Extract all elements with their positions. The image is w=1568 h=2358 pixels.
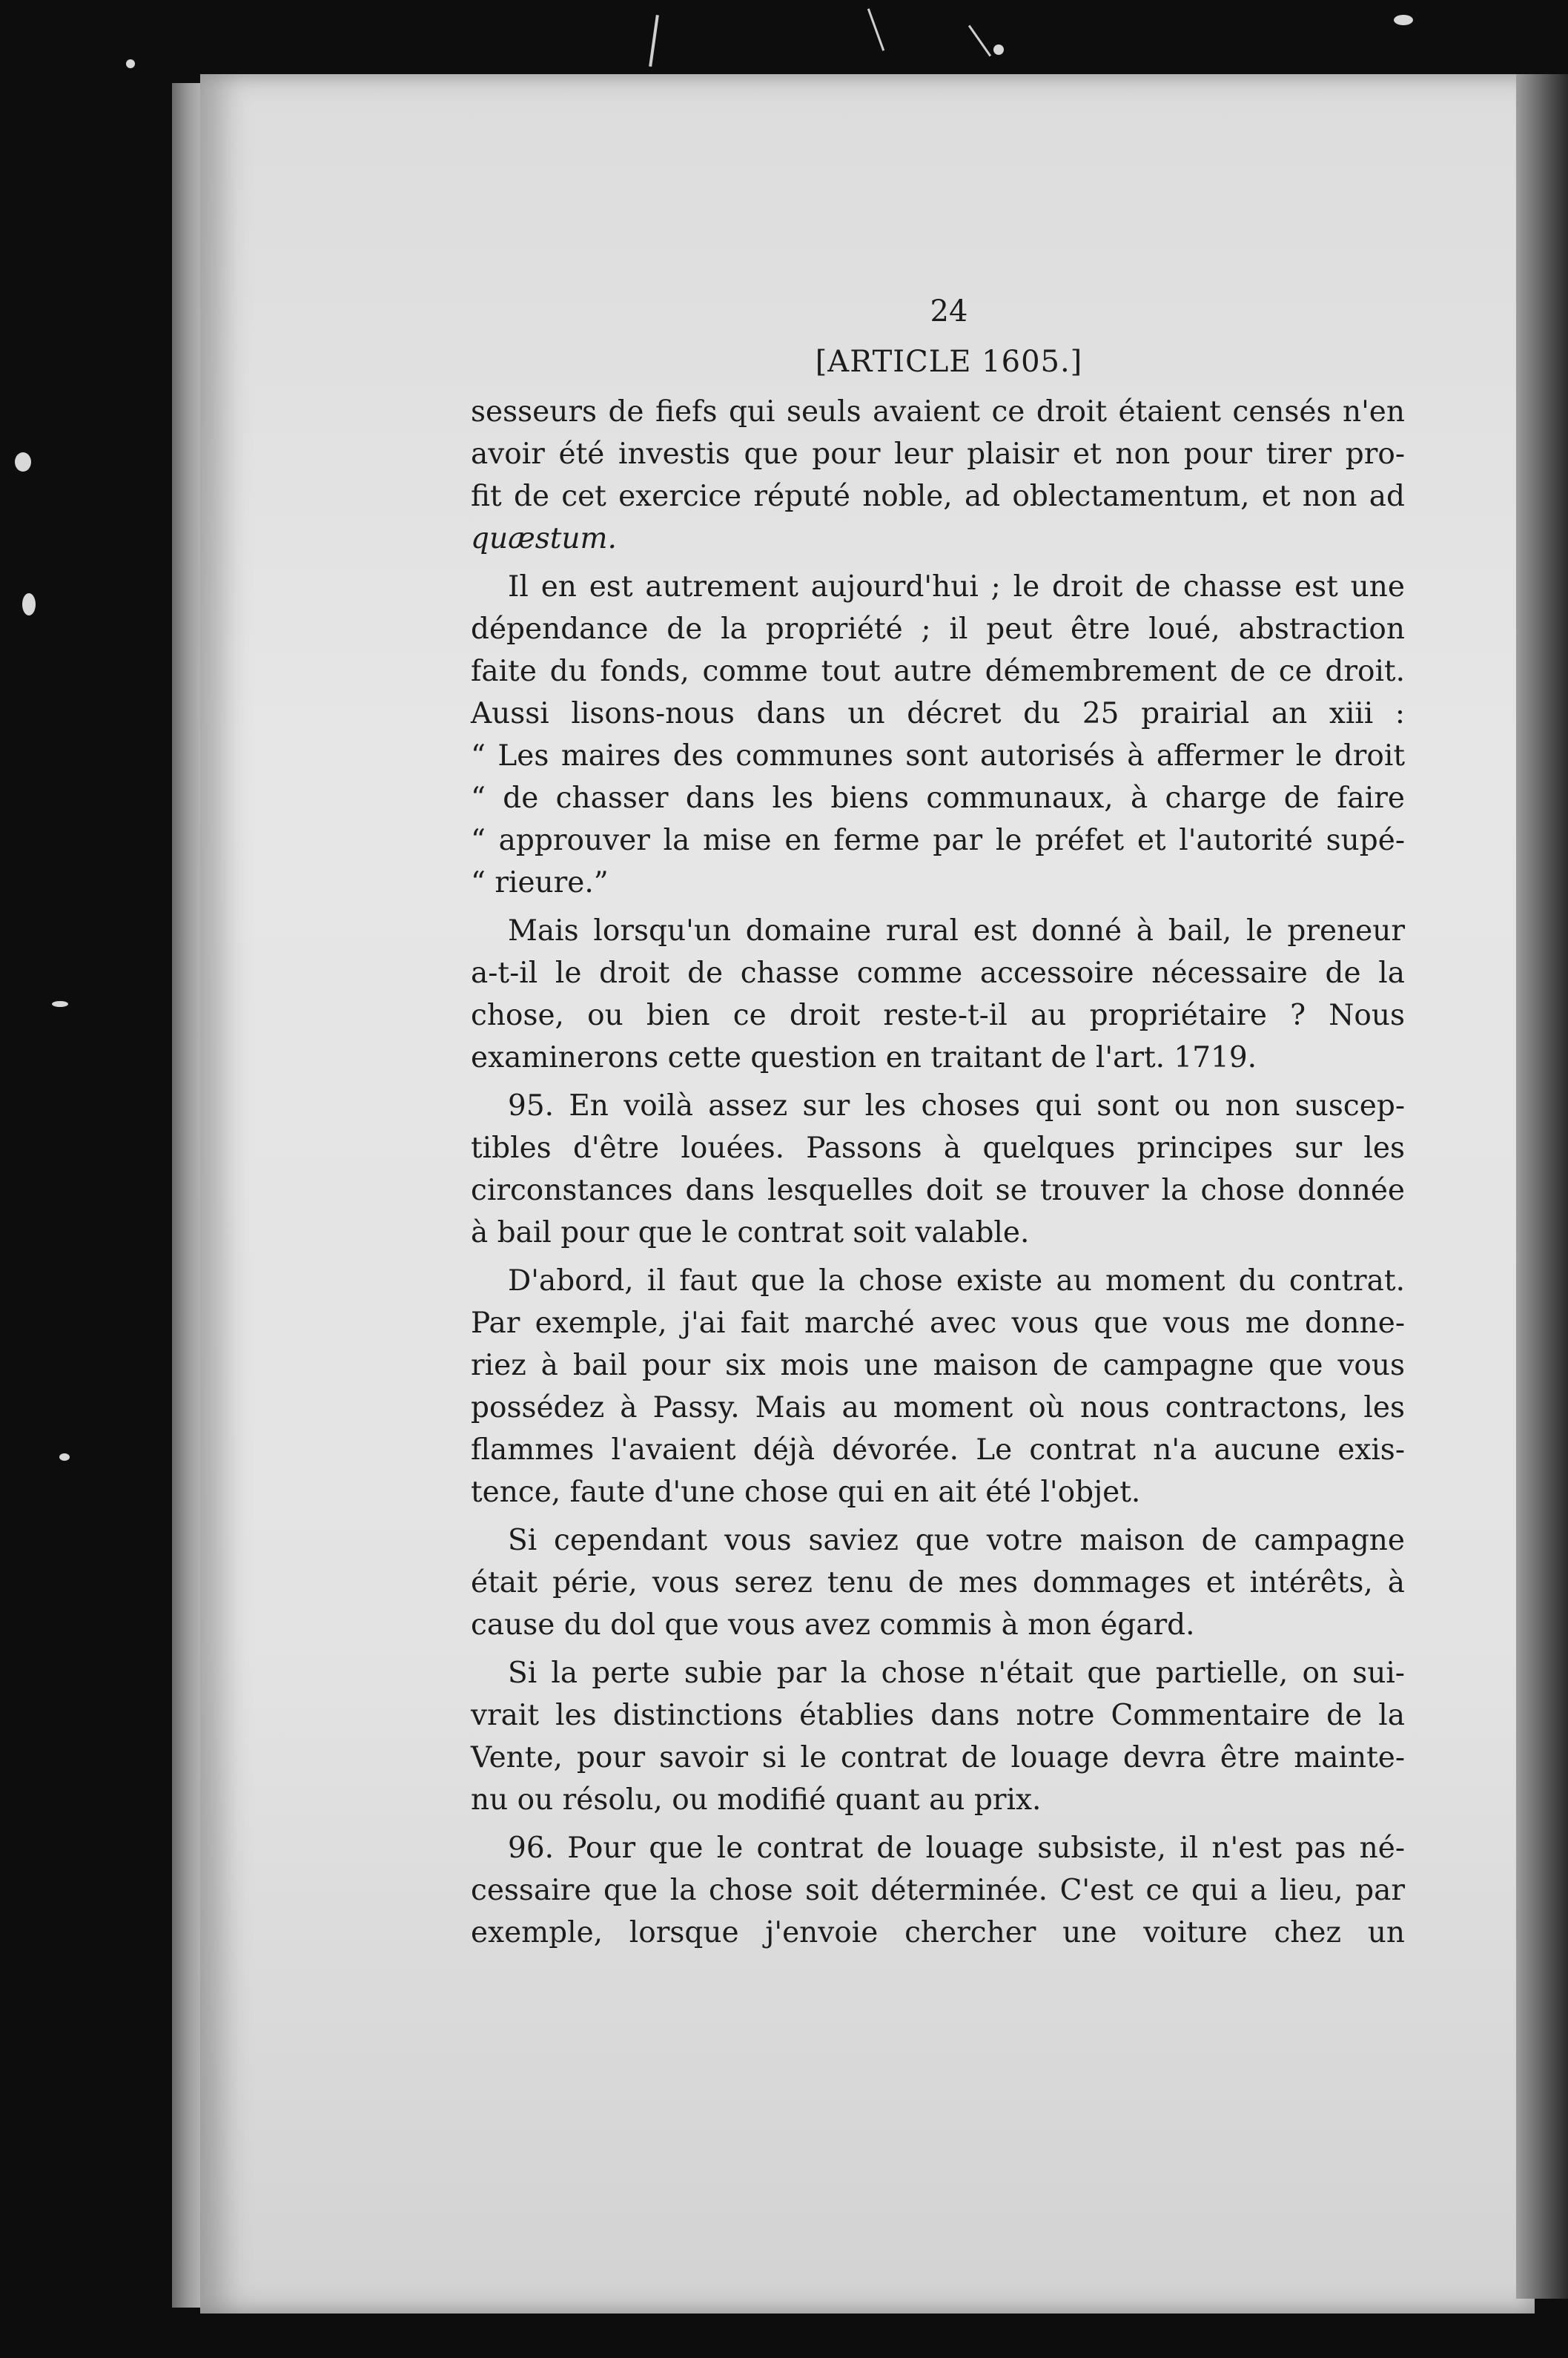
text-line: Si cependant vous saviez que votre maison de campagne <box>508 1524 1405 1557</box>
text-line: possédez à Passy. Mais au moment où nous contractons, les <box>471 1391 1405 1424</box>
paragraph <box>471 566 1405 904</box>
text-line: 96. Pour que le contrat de louage subsiste, il n'est pas né- <box>508 1832 1405 1865</box>
text-line: 95. En voilà assez sur les choses qui sont ou non suscep- <box>508 1089 1405 1123</box>
page-right-shadow <box>1516 74 1568 2299</box>
text-line: cause du dol que vous avez commis à mon égard. <box>471 1608 1195 1642</box>
text-line: était périe, vous serez tenu de mes dommages et intérêts, à <box>471 1566 1405 1599</box>
text-line: Il en est autrement aujourd'hui ; le droit de chasse est une <box>508 570 1405 604</box>
dust-speck <box>1394 15 1413 25</box>
text-line: Aussi lisons-nous dans un décret du 25 prairial an xiii : <box>471 697 1405 730</box>
paragraph <box>471 1827 1405 1954</box>
scratch-mark <box>968 25 991 57</box>
paragraph <box>471 1260 1405 1513</box>
text-line: flammes l'avaient déjà dévorée. Le contrat n'a aucune exis- <box>471 1433 1405 1467</box>
text-line: avoir été investis que pour leur plaisir et non pour tirer pro- <box>471 437 1405 471</box>
page-text <box>471 293 1405 1960</box>
text-line: tibles d'être louées. Passons à quelques principes sur les <box>471 1132 1405 1165</box>
dust-speck <box>59 1453 70 1461</box>
text-line: “ Les maires des communes sont autorisés à affermer le droit <box>471 739 1405 773</box>
text-line: riez à bail pour six mois une maison de campagne que vous <box>471 1349 1405 1382</box>
text-line: “ de chasser dans les biens communaux, à charge de faire <box>471 782 1405 815</box>
text-line: chose, ou bien ce droit reste-t-il au propriétaire ? Nous <box>471 999 1405 1032</box>
text-line: sesseurs de fiefs qui seuls avaient ce droit étaient censés n'en <box>471 395 1405 429</box>
dust-speck <box>52 1001 68 1007</box>
text-line: à bail pour que le contrat soit valable. <box>471 1216 1030 1249</box>
scratch-mark <box>867 8 884 50</box>
text-line: fit de cet exercice réputé noble, ad oblectamentum, et non ad <box>471 480 1405 513</box>
text-line: vrait les distinctions établies dans notre Commentaire de la <box>471 1699 1405 1732</box>
text-line: examinerons cette question en traitant de l'art. 1719. <box>471 1041 1257 1074</box>
page-number: 24 <box>930 294 968 328</box>
dust-speck <box>126 59 135 68</box>
paragraph <box>471 1519 1405 1646</box>
paragraph <box>471 1652 1405 1821</box>
text-line: D'abord, il faut que la chose existe au moment du contrat. <box>508 1264 1405 1298</box>
paragraph <box>471 910 1405 1079</box>
text-line: cessaire que la chose soit déterminée. C'est ce qui a lieu, par <box>471 1874 1405 1907</box>
text-line: dépendance de la propriété ; il peut être loué, abstraction <box>471 612 1405 646</box>
text-line: Vente, pour savoir si le contrat de louage devra être mainte- <box>471 1741 1405 1774</box>
text-line: exemple, lorsque j'envoie chercher une voiture chez un <box>471 1916 1405 1949</box>
text-line: faite du fonds, comme tout autre démembrement de ce droit. <box>471 655 1405 688</box>
dust-speck <box>22 593 36 615</box>
paragraph <box>471 391 1405 560</box>
text-line: a-t-il le droit de chasse comme accessoire nécessaire de la <box>471 957 1405 990</box>
text-line: Mais lorsqu'un domaine rural est donné à bail, le preneur <box>508 914 1405 948</box>
text-line: “ rieure.” <box>471 866 609 899</box>
scratch-mark <box>649 15 659 67</box>
text-line: Si la perte subie par la chose n'était que partielle, on sui- <box>508 1657 1405 1690</box>
text-line: circonstances dans lesquelles doit se trouver la chose donnée <box>471 1174 1405 1207</box>
running-head: [ARTICLE 1605.] <box>815 345 1083 379</box>
text-line: quæstum. <box>471 522 617 555</box>
paragraph <box>471 1085 1405 1254</box>
text-line: tence, faute d'une chose qui en ait été l'objet. <box>471 1476 1141 1509</box>
text-line: Par exemple, j'ai fait marché avec vous que vous me donne- <box>471 1307 1405 1340</box>
text-line: “ approuver la mise en ferme par le préfet et l'autorité supé- <box>471 824 1405 857</box>
dust-speck <box>993 44 1004 55</box>
dust-speck <box>15 452 31 472</box>
text-line: nu ou résolu, ou modifié quant au prix. <box>471 1783 1042 1817</box>
